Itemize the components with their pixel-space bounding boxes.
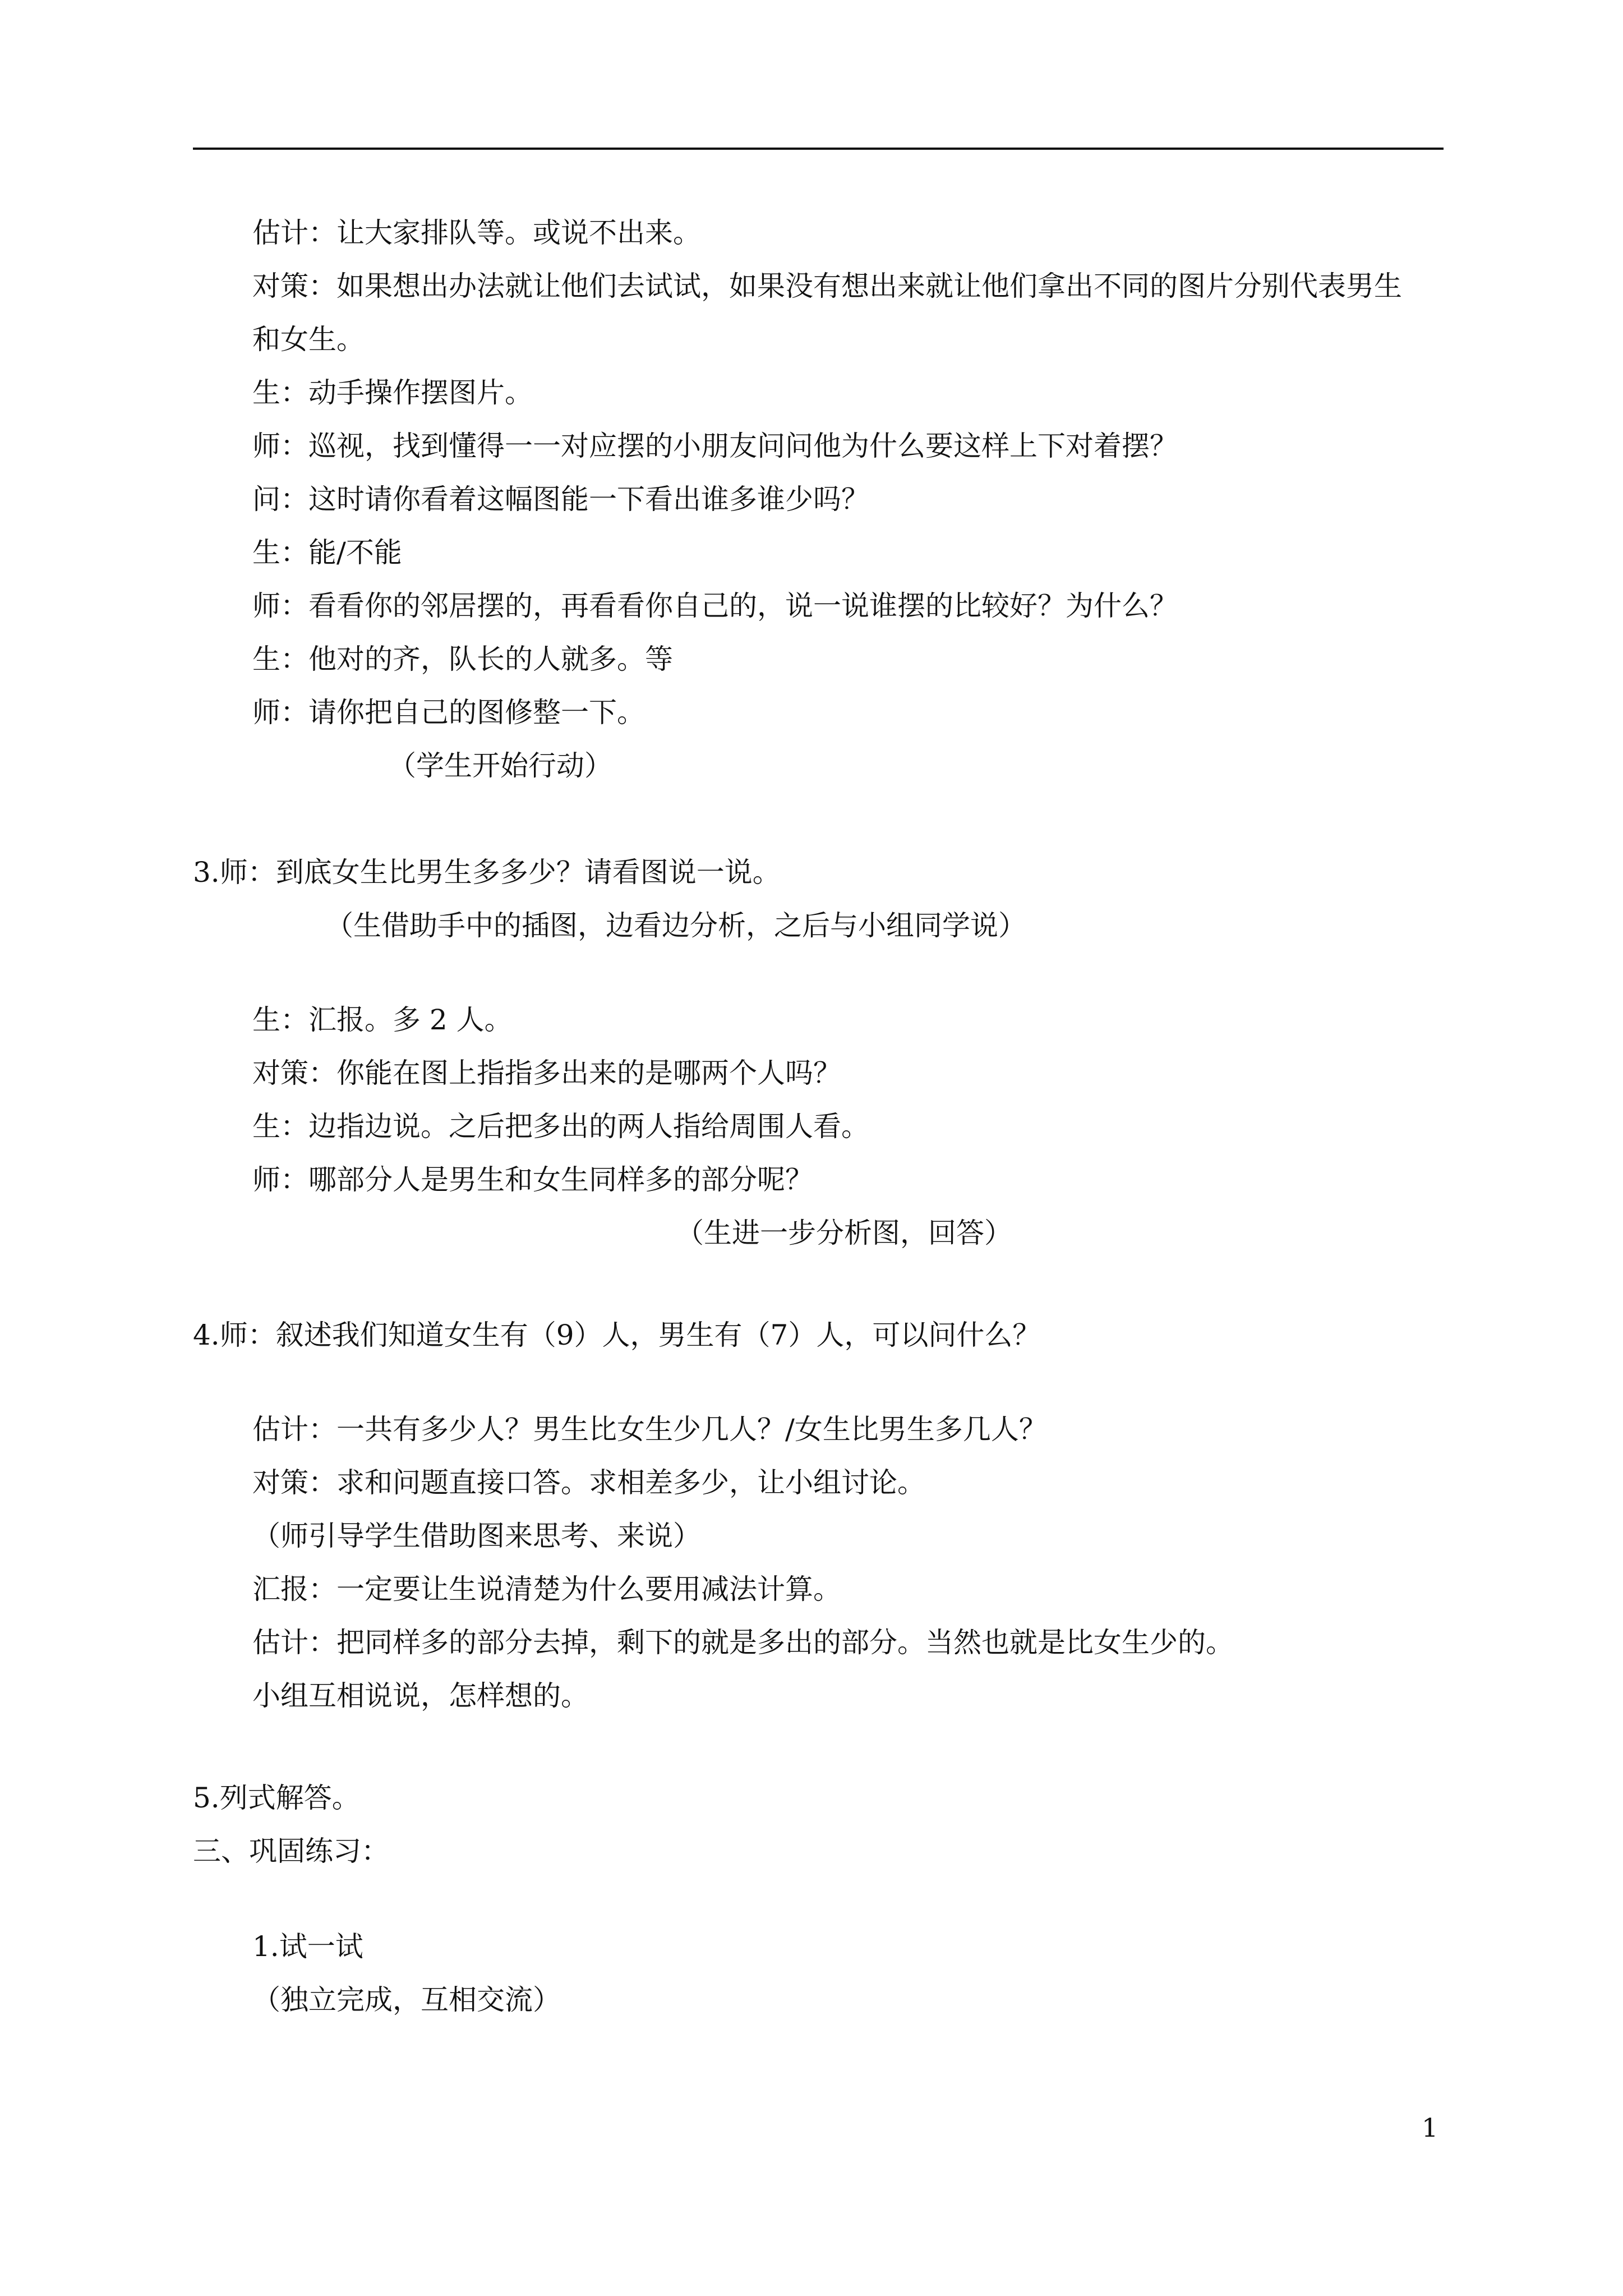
text-line: 4.师：叙述我们知道女生有（9）人，男生有（7）人，可以问什么？ <box>193 1319 1041 1351</box>
text-line: 汇报：一定要让生说清楚为什么要用减法计算。 <box>252 1573 841 1605</box>
text-line: （独立完成，互相交流） <box>252 1984 561 2016</box>
header-rule <box>193 148 1444 150</box>
text-line: 师：巡视，找到懂得一一对应摆的小朋友问问他为什么要这样上下对着摆？ <box>252 430 1178 462</box>
text-line: 师：看看你的邻居摆的，再看看你自己的，说一说谁摆的比较好？为什么？ <box>252 590 1178 622</box>
text-line: （生借助手中的插图，边看边分析，之后与小组同学说） <box>325 909 1026 942</box>
text-line: （师引导学生借助图来思考、来说） <box>252 1520 701 1552</box>
text-line: 5.列式解答。 <box>193 1782 360 1814</box>
text-line: 估计：一共有多少人？男生比女生少几人？/女生比男生多几人？ <box>252 1413 1047 1446</box>
text-line: 生：他对的齐，队长的人就多。等 <box>252 643 673 675</box>
text-line: 对策：如果想出办法就让他们去试试，如果没有想出来就让他们拿出不同的图片分别代表男生 <box>252 270 1402 302</box>
text-line: 生：动手操作摆图片。 <box>252 376 533 409</box>
text-line: 生：汇报。多 2 人。 <box>252 1004 513 1036</box>
text-line: 对策：你能在图上指指多出来的是哪两个人吗？ <box>252 1057 841 1089</box>
page-number: 1 <box>1422 2113 1438 2143</box>
text-line: 估计：把同样多的部分去掉，剩下的就是多出的部分。当然也就是比女生少的。 <box>252 1626 1234 1659</box>
text-line: 和女生。 <box>252 323 365 356</box>
text-line: 三、巩固练习： <box>193 1835 389 1867</box>
text-line: 师：请你把自己的图修整一下。 <box>252 696 645 729</box>
text-line: 3.师：到底女生比男生多多少？请看图说一说。 <box>193 856 781 889</box>
text-line: 问：这时请你看着这幅图能一下看出谁多谁少吗？ <box>252 483 869 516</box>
text-line: 师：哪部分人是男生和女生同样多的部分呢？ <box>252 1163 813 1196</box>
text-line: 估计：让大家排队等。或说不出来。 <box>252 217 701 249</box>
text-line: （学生开始行动） <box>388 749 612 782</box>
text-line: 生：边指边说。之后把多出的两人指给周围人看。 <box>252 1110 869 1143</box>
text-line: 生：能/不能 <box>252 536 402 569</box>
text-line: 对策：求和问题直接口答。求相差多少，让小组讨论。 <box>252 1466 925 1499</box>
text-line: （生进一步分析图，回答） <box>676 1217 1012 1249</box>
text-line: 小组互相说说，怎样想的。 <box>252 1680 589 1712</box>
text-line: 1.试一试 <box>252 1930 363 1963</box>
